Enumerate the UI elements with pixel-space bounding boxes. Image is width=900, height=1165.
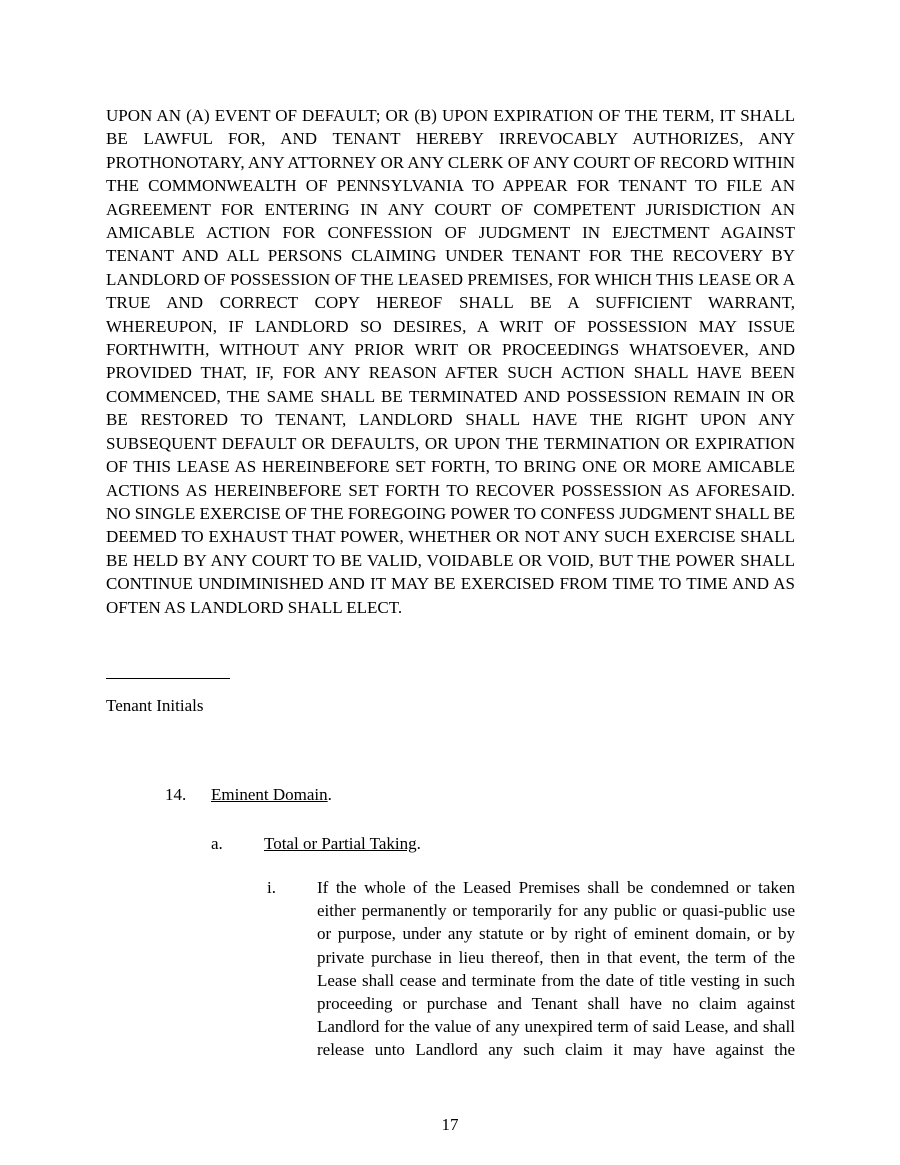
item-i-numeral: i. [267, 878, 276, 897]
subsection-a-heading [264, 833, 421, 855]
section-14-heading [211, 784, 332, 806]
tenant-initials-label: Tenant Initials [106, 696, 204, 715]
tenant-initials-signature-line [106, 678, 230, 679]
section-14-title-punct: . [327, 785, 332, 804]
subsection-a-title-punct: . [416, 834, 421, 853]
item-i-paragraph: If the whole of the Leased Premises shall be condemned or taken either permanently or temporarily for any public or quasi-public use or purpose, under any statute or by right of eminent domain, or by private purchase in lieu thereof, then in that event, the term of the Lease shall cease and terminate from the date of title vesting in such proceeding or purchase and Tenant shall have no claim against Landlord for the value of any unexpired term of said Lease, and shall release unto Landlord any such claim it may have against the [317, 878, 795, 1060]
confession-of-judgment-paragraph: UPON AN (A) EVENT OF DEFAULT; OR (B) UPON EXPIRATION OF THE TERM, IT SHALL BE LAWFUL FOR, AND TENANT HEREBY IRREVOCABLY AUTHORIZES, ANY PROTHONOTARY, ANY ATTORNEY OR ANY CLERK OF ANY COURT OF RECORD WITHIN THE COMMONWEALTH OF PENNSYLVANIA TO APPEAR FOR TENANT TO FILE AN AGREEMENT FOR ENTERING IN ANY COURT OF COMPETENT JURISDICTION AN AMICABLE ACTION FOR CONFESSION OF JUDGMENT IN EJECTMENT AGAINST TENANT AND ALL PERSONS CLAIMING UNDER TENANT FOR THE RECOVERY BY LANDLORD OF POSSESSION OF THE LEASED PREMISES, FOR WHICH THIS LEASE OR A TRUE AND CORRECT COPY HEREOF SHALL BE A SUFFICIENT WARRANT, WHEREUPON, IF LANDLORD SO DESIRES, A WRIT OF POSSESSION MAY ISSUE FORTHWITH, WITHOUT ANY PRIOR WRIT OR PROCEEDINGS WHATSOEVER, AND PROVIDED THAT, IF, FOR ANY REASON AFTER SUCH ACTION SHALL HAVE BEEN COMMENCED, THE SAME SHALL BE TERMINATED AND POSSESSION REMAIN IN OR BE RESTORED TO TENANT, LANDLORD SHALL HAVE THE RIGHT UPON ANY SUBSEQUENT DEFAULT OR DEFAULTS, OR UPON THE TERMINATION OR EXPIRATION OF THIS LEASE AS HEREINBEFORE SET FORTH, TO BRING ONE OR MORE AMICABLE ACTIONS AS HEREINBEFORE SET FORTH TO RECOVER POSSESSION AS AFORESAID. NO SINGLE EXERCISE OF THE FOREGOING POWER TO CONFESS JUDGMENT SHALL BE DEEMED TO EXHAUST THAT POWER, WHETHER OR NOT ANY SUCH EXERCISE SHALL BE HELD BY ANY COURT TO BE VALID, VOIDABLE OR VOID, BUT THE POWER SHALL CONTINUE UNDIMINISHED AND IT MAY BE EXERCISED FROM TIME TO TIME AND AS OFTEN AS LANDLORD SHALL ELECT. [106, 106, 796, 617]
subsection-a-letter: a. [211, 834, 223, 853]
section-14-title: Eminent Domain [211, 785, 328, 804]
subsection-a-title: Total or Partial Taking [264, 834, 417, 853]
page-number: 17 [441, 1115, 459, 1134]
section-14-number: 14. [165, 785, 187, 804]
